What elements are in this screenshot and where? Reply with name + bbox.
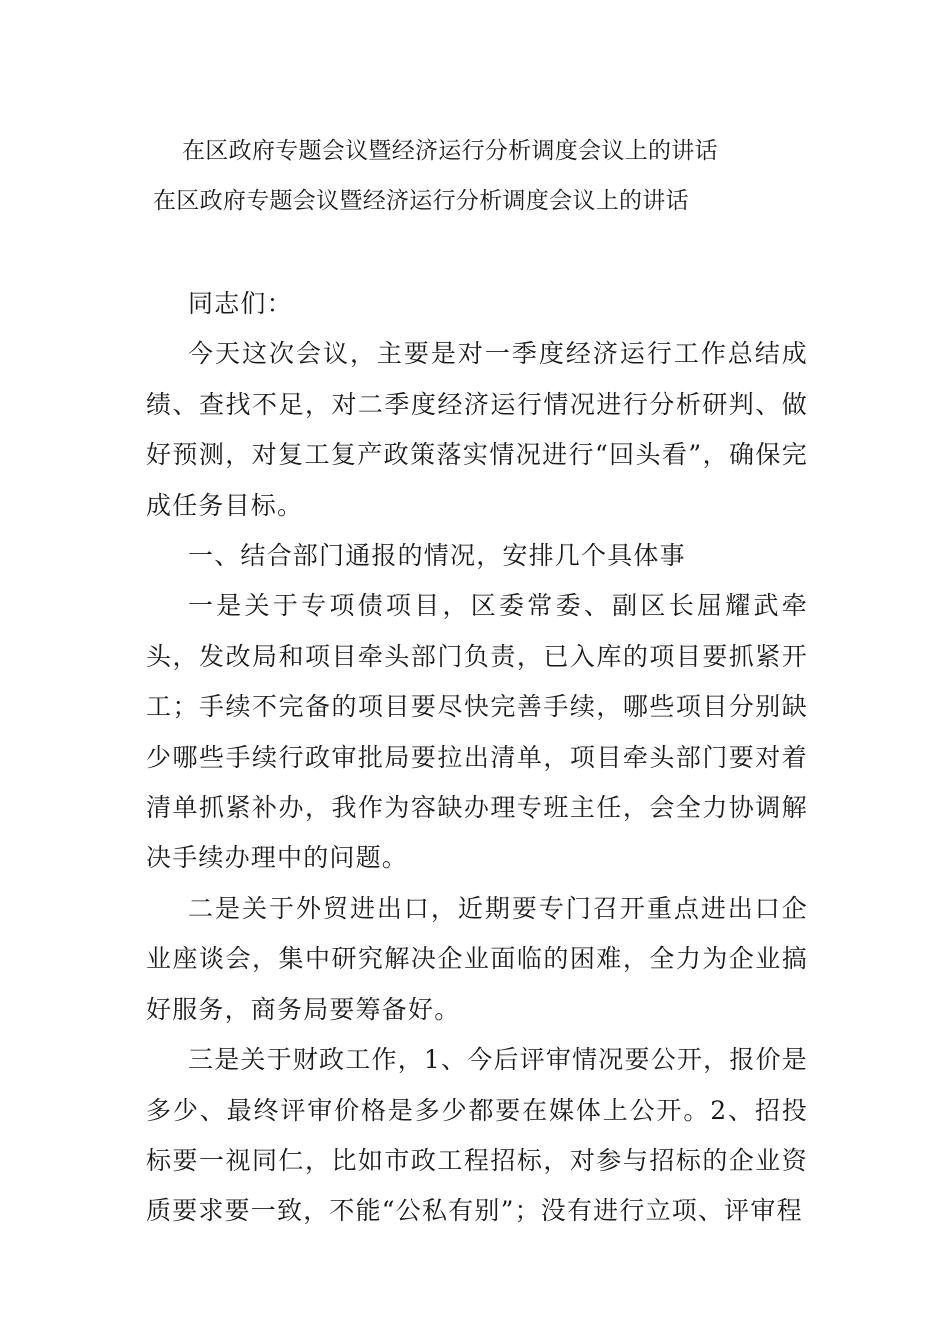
paragraph-intro: 今天这次会议，主要是对一季度经济运行工作总结成绩、查找不足，对二季度经济运行情况进行分析研判、做好预测，对复工复产政策落实情况进行“回头看”，确保完成任务目标。: [146, 339, 808, 520]
paragraph-item-3: 三是关于财政工作，1、今后评审情况要公开，报价是多少、最终评审价格是多少都要在媒体上公开。2、招投标要一视同仁，比如市政工程招标，对参与招标的企业资质要求要一致，不能“公私有别”；没有进行立项、评审程: [146, 1045, 808, 1226]
paragraph-item-1: 一是关于专项债项目，区委常委、副区长屈耀武牵头，发改局和项目牵头部门负责，已入库的项目要抓紧开工；手续不完备的项目要尽快完善手续，哪些项目分别缺少哪些手续行政审批局要拉出清单，项目牵头部门要对着清单抓紧补办，我作为容缺办理专班主任，会全力协调解决手续办理中的问题。: [146, 591, 808, 873]
document-title: 在区政府专题会议暨经济运行分析调度会议上的讲话: [182, 138, 718, 164]
salutation: 同志们：: [188, 289, 293, 318]
paragraph-item-2: 二是关于外贸进出口，近期要专门召开重点进出口企业座谈会，集中研究解决企业面临的困难，全力为企业搞好服务，商务局要筹备好。: [146, 893, 808, 1024]
document-title-repeat: 在区政府专题会议暨经济运行分析调度会议上的讲话: [153, 188, 689, 214]
document-body: [146, 279, 808, 1237]
section-heading: 一、结合部门通报的情况，安排几个具体事: [188, 541, 686, 571]
